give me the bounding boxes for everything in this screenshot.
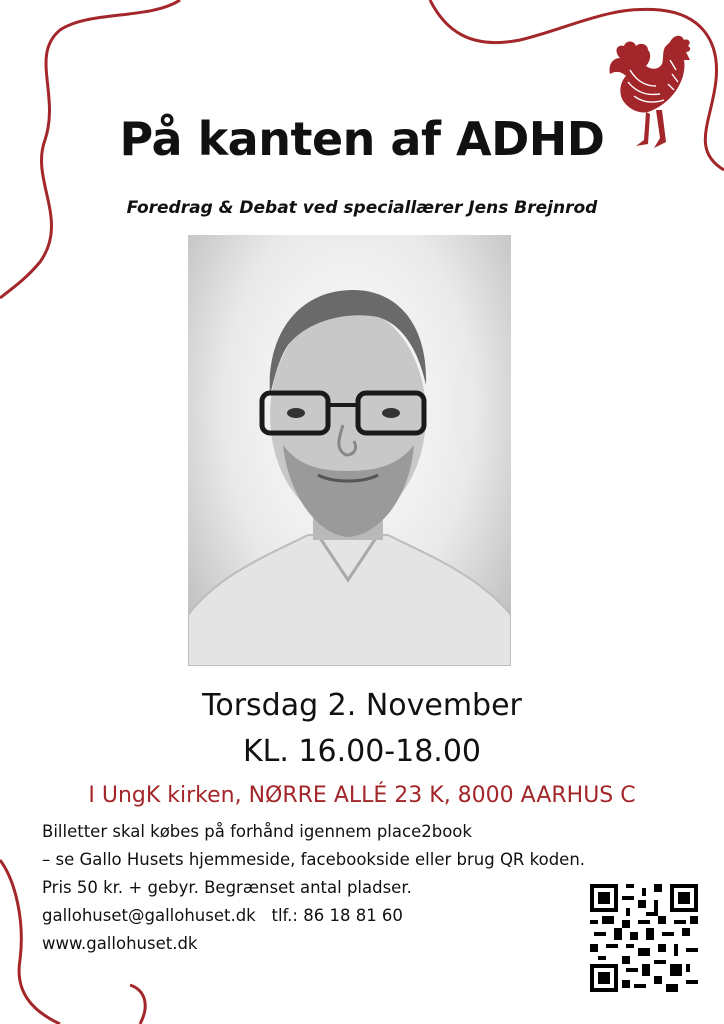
email-link[interactable]: gallohuset@gallohuset.dk [42, 906, 256, 925]
qr-code-icon[interactable] [590, 884, 698, 992]
page-title: På kanten af ADHD [119, 112, 605, 166]
website-link[interactable]: www.gallohuset.dk [42, 934, 198, 953]
event-time: KL. 16.00-18.00 [242, 734, 482, 769]
subtitle: Foredrag & Debat ved speciallærer Jens Brejnrod [126, 198, 598, 218]
info-line-website-hint: – se Gallo Husets hjemmeside, facebookside eller brug QR koden. [42, 850, 586, 869]
speaker-portrait-icon [188, 235, 511, 666]
info-line-tickets: Billetter skal købes på forhånd igennem place2book [42, 822, 472, 841]
speaker-photo [188, 235, 511, 666]
event-date: Torsdag 2. November [202, 688, 522, 723]
info-line-price: Pris 50 kr. + gebyr. Begrænset antal pladser. [42, 878, 412, 897]
phone-number: tlf.: 86 18 81 60 [271, 906, 403, 925]
event-location: I UngK kirken, NØRRE ALLÉ 23 K, 8000 AARHUS C [88, 783, 636, 808]
